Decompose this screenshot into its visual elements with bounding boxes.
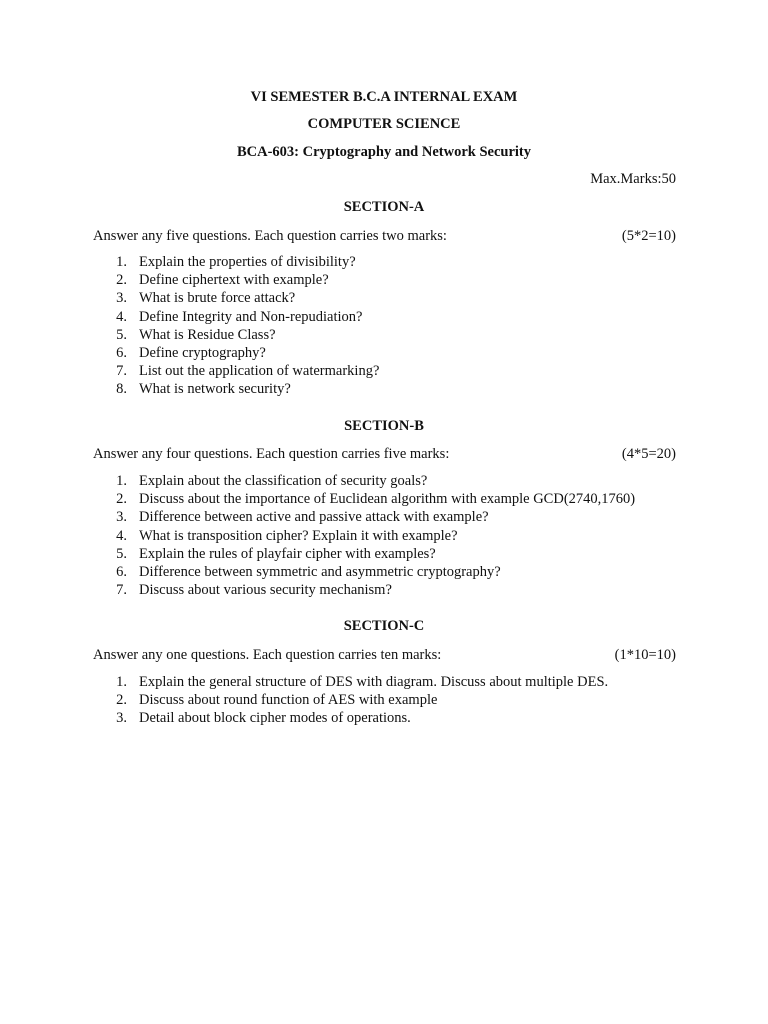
question-text: What is brute force attack?: [139, 290, 296, 307]
question-number: 1.: [116, 254, 127, 270]
section-c-instruction-row: [93, 646, 676, 664]
question-text: List out the application of watermarking?: [139, 363, 380, 380]
exam-title: VI SEMESTER B.C.A INTERNAL EXAM: [250, 89, 518, 105]
section-b-marks: (4*5=20): [621, 446, 676, 462]
question-text: Discuss about the importance of Euclidean algorithm with example GCD(2740,1760): [139, 491, 636, 508]
question-number: 3.: [116, 509, 127, 526]
question-text: Detail about block cipher modes of operations.: [139, 710, 411, 727]
question-number: 3.: [116, 290, 127, 307]
section-a-instruction-row: [93, 227, 676, 245]
question-text: Explain the general structure of DES with diagram. Discuss about multiple DES.: [139, 674, 609, 690]
question-number: 6.: [116, 344, 127, 361]
section-c-title: SECTION-C: [343, 618, 425, 634]
question-text: What is network security?: [139, 381, 291, 398]
question-number: 1.: [116, 473, 127, 489]
question-text: What is transposition cipher? Explain it with example?: [139, 527, 458, 544]
question-number: 7.: [116, 363, 127, 380]
subject-title: COMPUTER SCIENCE: [307, 116, 461, 132]
question-number: 2.: [116, 272, 127, 289]
question-number: 6.: [116, 563, 127, 580]
question-text: Explain the rules of playfair cipher with examples?: [139, 545, 436, 562]
question-number: 5.: [116, 326, 127, 343]
question-number: 8.: [116, 381, 127, 398]
section-b-instruction-row: [93, 445, 676, 463]
question-number: 3.: [116, 710, 127, 727]
section-b-instruction: Answer any four questions. Each question carries five marks:: [93, 446, 450, 462]
question-text: Define Integrity and Non-repudiation?: [139, 308, 363, 325]
question-number: 5.: [116, 545, 127, 562]
question-text: Discuss about round function of AES with example: [139, 692, 438, 709]
question-text: Define cryptography?: [139, 344, 266, 361]
section-c-instruction: Answer any one questions. Each question carries ten marks:: [93, 647, 442, 663]
question-number: 2.: [116, 491, 127, 508]
question-text: Explain the properties of divisibility?: [139, 254, 356, 270]
section-a-instruction: Answer any five questions. Each question carries two marks:: [93, 228, 447, 244]
max-marks: Max.Marks:50: [590, 171, 676, 187]
question-text: What is Residue Class?: [139, 326, 276, 343]
section-c-marks: (1*10=10): [614, 647, 676, 663]
question-text: Explain about the classification of security goals?: [139, 473, 428, 489]
section-a-title: SECTION-A: [343, 199, 425, 215]
section-b-title: SECTION-B: [344, 418, 424, 434]
question-number: 7.: [116, 582, 127, 599]
question-number: 2.: [116, 692, 127, 709]
question-number: 1.: [116, 674, 127, 690]
question-text: Discuss about various security mechanism?: [139, 582, 392, 599]
question-text: Difference between active and passive attack with example?: [139, 509, 489, 526]
question-number: 4.: [116, 527, 127, 544]
question-text: Define ciphertext with example?: [139, 272, 329, 289]
course-title: BCA-603: Cryptography and Network Security: [236, 144, 531, 160]
question-number: 4.: [116, 308, 127, 325]
question-text: Difference between symmetric and asymmetric cryptography?: [139, 563, 501, 580]
section-a-marks: (5*2=10): [621, 228, 676, 244]
